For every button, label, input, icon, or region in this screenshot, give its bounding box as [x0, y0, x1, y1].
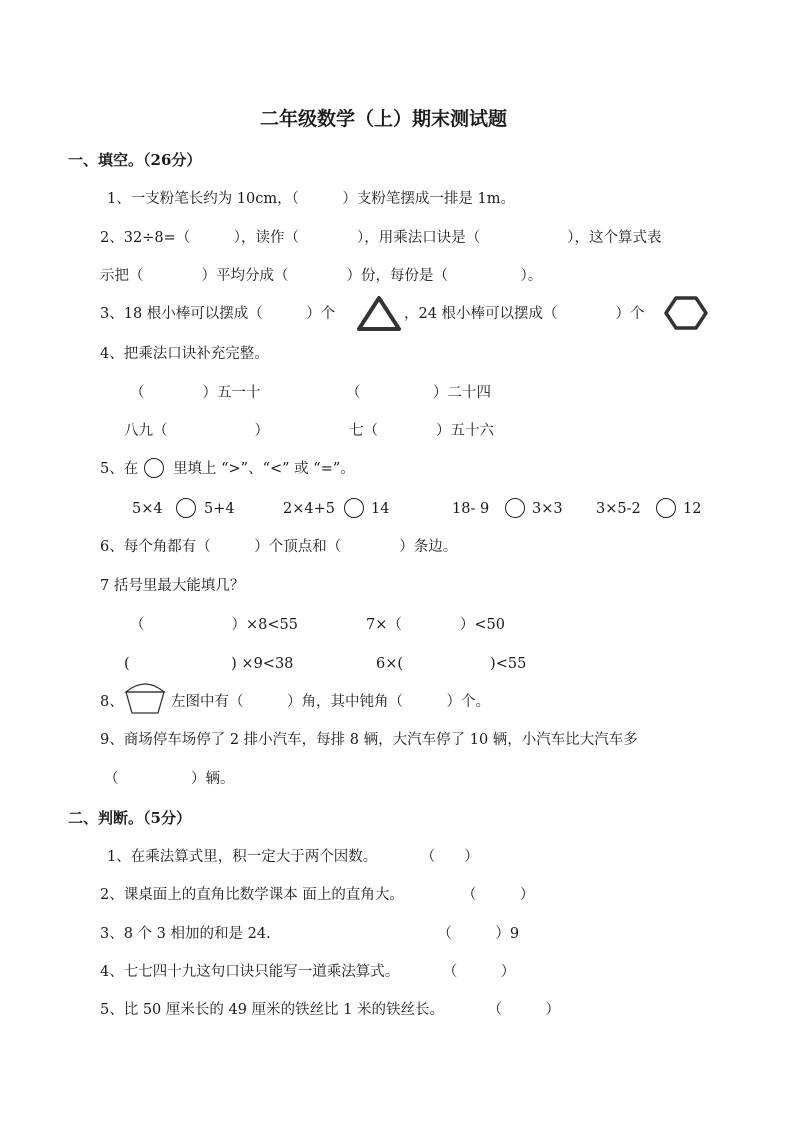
question-1: 1、一支粉笔长约为 10cm，（ ）支粉笔摆成一排是 1m。	[107, 191, 515, 207]
compare-item-3-left: 18- 9	[452, 501, 490, 517]
compare-circle-3[interactable]	[505, 498, 525, 518]
section-fill-in-heading: 一、填空。（26分）	[68, 151, 202, 169]
question-3-part-2: ，24 根小棒可以摆成（ ）个	[404, 306, 645, 322]
question-8-number: 8、	[100, 694, 124, 710]
hexagon-sticks-icon	[664, 294, 710, 332]
question-4-row-1-left: （ ）五一十	[130, 385, 261, 401]
judgement-5: 5、比 50 厘米长的 49 厘米的铁丝比 1 米的铁丝长。 （ ）	[100, 1002, 561, 1018]
compare-item-2-right: 14	[371, 501, 390, 517]
question-5-part-2: 里填上 “>”、“<” 或 “=”。	[173, 461, 355, 477]
question-6: 6、每个角都有（ ）个顶点和（ ）条边。	[100, 539, 458, 555]
compare-item-3-right: 3×3	[532, 501, 563, 517]
section-judgement-heading: 二、判断。（5分）	[68, 809, 191, 827]
judgement-1: 1、在乘法算式里，积一定大于两个因数。 （ ）	[107, 849, 479, 865]
page-title: 二年级数学（上）期末测试题	[260, 108, 508, 130]
judgement-3: 3、8 个 3 相加的和是 24. （ ）9	[100, 926, 520, 942]
basket-shape-icon	[122, 680, 168, 716]
question-4: 4、把乘法口诀补充完整。	[100, 346, 269, 362]
question-4-row-1-right: （ ）二十四	[346, 385, 491, 401]
question-7-row-2-left: ( ) ×9<38	[124, 656, 294, 672]
question-4-row-2-left: 八九（ ）	[124, 423, 269, 439]
compare-item-1-left: 5×4	[132, 501, 163, 517]
question-7-row-1-left: （ ）×8<55	[130, 617, 298, 633]
question-2-line-2: 示把（ ）平均分成（ ）份，每份是（ ）。	[100, 268, 543, 284]
question-4-row-2-right: 七（ ）五十六	[349, 423, 494, 439]
question-2-line-1: 2、32÷8=（ ），读作（ ），用乘法口诀是（ ），这个算式表	[100, 230, 662, 246]
compare-circle-2[interactable]	[344, 498, 364, 518]
question-7: 7 括号里最大能填几？	[100, 578, 245, 594]
question-3-part-1: 3、18 根小棒可以摆成（ ）个	[100, 306, 336, 322]
compare-circle-4[interactable]	[656, 498, 676, 518]
compare-circle-example	[144, 458, 164, 478]
triangle-sticks-icon	[356, 295, 402, 333]
compare-item-2-left: 2×4+5	[283, 501, 335, 517]
question-5-part-1: 5、在	[100, 461, 139, 477]
judgement-2: 2、课桌面上的直角比数学课本 面上的直角大。 （ ）	[100, 887, 535, 903]
question-7-row-1-right: 7×（ ）<50	[366, 617, 505, 633]
compare-item-4-right: 12	[683, 501, 702, 517]
compare-item-1-right: 5+4	[204, 501, 235, 517]
compare-item-4-left: 3×5-2	[596, 501, 641, 517]
question-9-line-1: 9、商场停车场停了 2 排小汽车，每排 8 辆，大汽车停了 10 辆，小汽车比大汽车多	[100, 732, 638, 748]
question-8-text: 左图中有（ ）角，其中钝角（ ）个。	[171, 694, 490, 710]
compare-circle-1[interactable]	[176, 498, 196, 518]
question-9-line-2: （ ）辆。	[104, 771, 235, 787]
question-7-row-2-right: 6×( )<55	[376, 656, 527, 672]
judgement-4: 4、七七四十九这句口诀只能写一道乘法算式。 （ ）	[100, 964, 516, 980]
